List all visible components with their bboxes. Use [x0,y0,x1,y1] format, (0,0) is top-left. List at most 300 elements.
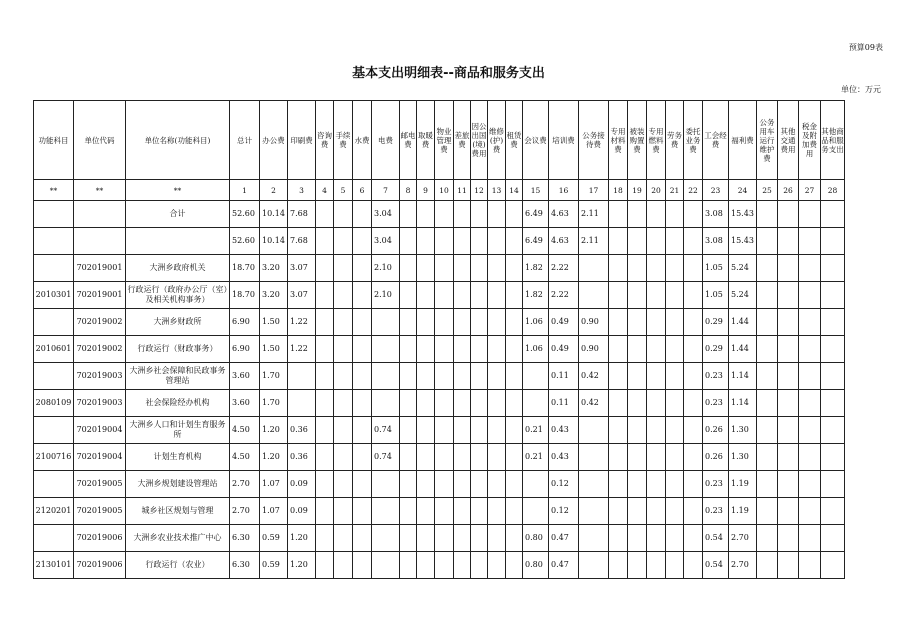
table-cell [778,471,799,498]
table-cell: 0.36 [288,417,316,444]
column-index: 4 [316,180,334,201]
table-cell [435,390,454,417]
column-header: 公务接待费 [579,101,609,180]
table-cell: 大洲乡人口和计划生育服务所 [126,417,230,444]
table-cell [684,390,703,417]
table-cell [417,390,435,417]
table-cell [684,336,703,363]
table-cell [353,444,372,471]
column-header: 手续费 [334,101,353,180]
table-cell [34,309,74,336]
table-cell [799,498,821,525]
table-cell: 大洲乡规划建设管理站 [126,471,230,498]
table-cell [316,363,334,390]
table-cell [417,417,435,444]
table-cell [372,309,400,336]
table-cell: 7.68 [288,228,316,255]
table-cell: 0.90 [579,336,609,363]
table-cell: 18.70 [230,255,260,282]
table-cell [372,525,400,552]
table-cell [647,525,666,552]
table-cell [647,228,666,255]
table-cell [757,336,778,363]
table-cell: 2120201 [34,498,74,525]
table-cell [400,309,417,336]
table-cell [400,282,417,309]
table-cell [821,525,845,552]
table-cell [435,525,454,552]
table-cell [821,552,845,579]
column-header: 税金及附加费用 [799,101,821,180]
table-cell [488,228,506,255]
table-cell [316,471,334,498]
table-cell [579,417,609,444]
table-cell [666,444,684,471]
table-cell [757,282,778,309]
table-cell: 4.63 [549,201,579,228]
column-header: 其他商品和服务支出 [821,101,845,180]
table-cell: 1.82 [523,255,549,282]
column-index: 2 [260,180,288,201]
table-cell [757,417,778,444]
column-header: 维修(护)费 [488,101,506,180]
column-index: 19 [628,180,647,201]
table-cell [353,552,372,579]
table-cell: 3.07 [288,282,316,309]
table-cell: 10.14 [260,201,288,228]
table-cell [523,498,549,525]
table-row [34,228,845,255]
table-cell: 1.20 [260,417,288,444]
table-cell: 3.04 [372,201,400,228]
table-cell [334,228,353,255]
column-index: 17 [579,180,609,201]
table-cell: 6.30 [230,552,260,579]
table-cell: 0.47 [549,552,579,579]
table-cell [684,282,703,309]
table-cell: 1.07 [260,471,288,498]
table-cell [288,363,316,390]
table-cell [454,390,471,417]
table-cell [400,552,417,579]
table-cell: 6.49 [523,228,549,255]
table-cell: 计划生育机构 [126,444,230,471]
table-cell [684,552,703,579]
table-cell [628,471,647,498]
table-cell: 1.22 [288,336,316,363]
table-cell [628,525,647,552]
table-cell [488,525,506,552]
table-cell [821,282,845,309]
table-cell [316,444,334,471]
table-row [34,201,845,228]
table-cell [334,282,353,309]
table-cell: 2130101 [34,552,74,579]
table-cell [666,525,684,552]
table-cell: 1.70 [260,363,288,390]
table-cell [288,390,316,417]
table-cell: 0.49 [549,336,579,363]
table-cell [435,201,454,228]
table-cell: 0.36 [288,444,316,471]
table-cell [353,336,372,363]
table-cell [417,282,435,309]
table-cell [506,363,523,390]
column-index: ** [126,180,230,201]
table-cell [435,282,454,309]
table-cell [400,228,417,255]
table-cell [666,282,684,309]
column-index: 26 [778,180,799,201]
table-cell [778,498,799,525]
table-cell: 1.82 [523,282,549,309]
table-cell: 2.70 [729,552,757,579]
column-index: 9 [417,180,435,201]
table-cell [353,309,372,336]
table-cell: 0.54 [703,525,729,552]
table-cell [666,471,684,498]
table-cell [799,336,821,363]
column-index: 23 [703,180,729,201]
table-cell: 702019001 [74,282,126,309]
column-header: 工会经费 [703,101,729,180]
table-row [34,525,845,552]
table-cell [579,552,609,579]
table-cell [506,336,523,363]
table-cell: 0.29 [703,309,729,336]
table-cell [647,201,666,228]
table-cell [334,552,353,579]
table-cell [34,363,74,390]
table-cell [471,390,488,417]
column-header: 因公出国(境)费用 [471,101,488,180]
column-header: 福利费 [729,101,757,180]
table-cell [372,363,400,390]
column-header: 公务用车运行维护费 [757,101,778,180]
table-cell [316,309,334,336]
table-cell [609,363,628,390]
table-cell [506,390,523,417]
table-cell: 4.63 [549,228,579,255]
table-cell: 10.14 [260,228,288,255]
column-header-row [34,101,845,180]
table-cell: 1.50 [260,336,288,363]
table-cell [471,336,488,363]
table-cell: 0.26 [703,417,729,444]
table-row [34,390,845,417]
table-cell [757,309,778,336]
table-cell: 大洲乡财政所 [126,309,230,336]
column-header: 专用燃料费 [647,101,666,180]
table-cell: 3.07 [288,255,316,282]
table-cell [34,417,74,444]
column-header: 培训费 [549,101,579,180]
table-cell [821,363,845,390]
table-cell: 社会保险经办机构 [126,390,230,417]
table-cell [684,444,703,471]
column-header: 专用材料费 [609,101,628,180]
table-cell [647,498,666,525]
table-cell: 52.60 [230,201,260,228]
table-cell: 702019002 [74,336,126,363]
table-cell: 1.50 [260,309,288,336]
column-header: 总计 [230,101,260,180]
table-cell [778,228,799,255]
table-cell [74,228,126,255]
column-index: ** [34,180,74,201]
table-cell [799,309,821,336]
table-cell [666,498,684,525]
table-cell [400,390,417,417]
table-cell [454,201,471,228]
table-cell [34,255,74,282]
table-cell [74,201,126,228]
table-cell [628,336,647,363]
table-cell: 3.20 [260,282,288,309]
table-cell [628,498,647,525]
table-cell: 1.30 [729,417,757,444]
table-cell [799,228,821,255]
table-cell: 0.90 [579,309,609,336]
table-cell [471,228,488,255]
table-cell [435,363,454,390]
table-cell: 2.22 [549,255,579,282]
table-cell: 0.12 [549,498,579,525]
table-cell [471,363,488,390]
table-cell [579,282,609,309]
table-cell: 0.09 [288,471,316,498]
column-header: 取暖费 [417,101,435,180]
table-cell [353,282,372,309]
column-index: 13 [488,180,506,201]
table-cell [454,525,471,552]
column-index: 5 [334,180,353,201]
table-cell [684,363,703,390]
column-index: 16 [549,180,579,201]
table-cell [647,309,666,336]
table-cell [316,525,334,552]
column-header: 委托业务费 [684,101,703,180]
table-cell: 0.09 [288,498,316,525]
table-cell [372,336,400,363]
table-cell: 0.80 [523,525,549,552]
table-row [34,417,845,444]
table-cell [316,255,334,282]
table-cell: 6.30 [230,525,260,552]
table-cell [778,255,799,282]
table-cell: 0.49 [549,309,579,336]
table-cell [628,309,647,336]
table-cell: 0.43 [549,444,579,471]
table-cell [454,336,471,363]
table-cell [353,363,372,390]
table-cell: 0.42 [579,390,609,417]
table-cell: 7.68 [288,201,316,228]
table-cell [417,309,435,336]
table-cell [778,552,799,579]
table-cell: 合计 [126,201,230,228]
table-cell: 1.07 [260,498,288,525]
table-cell [34,201,74,228]
table-cell [799,552,821,579]
table-row [34,498,845,525]
table-cell: 1.06 [523,309,549,336]
table-cell: 3.60 [230,390,260,417]
table-cell [334,525,353,552]
table-cell [435,552,454,579]
table-cell: 0.23 [703,390,729,417]
table-cell [628,363,647,390]
table-cell [316,417,334,444]
table-cell [684,471,703,498]
table-cell [316,228,334,255]
table-cell: 城乡社区规划与管理 [126,498,230,525]
column-index: 14 [506,180,523,201]
column-header: 其他交通费用 [778,101,799,180]
table-cell [435,444,454,471]
table-cell [334,417,353,444]
table-cell [435,255,454,282]
table-cell [334,471,353,498]
table-cell: 702019001 [74,255,126,282]
table-cell: 行政运行（政府办公厅（室）及相关机构事务） [126,282,230,309]
table-cell [353,201,372,228]
column-header: 被装购置费 [628,101,647,180]
table-cell [506,228,523,255]
table-cell: 3.60 [230,363,260,390]
table-cell [400,201,417,228]
table-cell: 0.21 [523,417,549,444]
table-cell [579,255,609,282]
table-cell: 702019005 [74,471,126,498]
table-cell [609,471,628,498]
column-index: 11 [454,180,471,201]
table-cell: 2.22 [549,282,579,309]
table-cell [821,444,845,471]
table-cell [579,444,609,471]
column-index: 12 [471,180,488,201]
table-cell: 0.23 [703,498,729,525]
table-cell: 3.08 [703,201,729,228]
table-cell: 3.08 [703,228,729,255]
column-index: 7 [372,180,400,201]
table-cell [353,255,372,282]
table-cell: 0.23 [703,471,729,498]
table-cell: 1.20 [288,525,316,552]
table-cell: 1.14 [729,390,757,417]
table-cell [757,363,778,390]
table-cell [647,336,666,363]
table-cell: 1.22 [288,309,316,336]
table-cell [799,282,821,309]
column-index: 27 [799,180,821,201]
table-cell [757,201,778,228]
column-header: 单位名称(功能科目) [126,101,230,180]
table-cell [821,417,845,444]
table-row [34,363,845,390]
table-cell [400,417,417,444]
table-cell [506,444,523,471]
table-cell [454,498,471,525]
table-cell [454,363,471,390]
table-cell: 0.42 [579,363,609,390]
table-row [34,444,845,471]
table-cell [126,228,230,255]
table-cell [471,444,488,471]
table-cell [757,228,778,255]
table-cell: 0.29 [703,336,729,363]
table-cell [400,471,417,498]
table-cell [316,552,334,579]
table-cell [778,417,799,444]
table-cell: 6.90 [230,336,260,363]
table-cell [628,444,647,471]
table-cell [799,471,821,498]
table-cell [400,498,417,525]
table-cell [647,363,666,390]
column-header: 租赁费 [506,101,523,180]
table-cell [417,363,435,390]
table-cell [471,255,488,282]
table-cell: 行政运行（财政事务） [126,336,230,363]
table-cell [647,390,666,417]
table-cell [316,336,334,363]
table-cell [400,255,417,282]
table-cell [506,309,523,336]
table-cell [778,363,799,390]
table-cell [757,390,778,417]
table-cell [666,390,684,417]
column-header: 水费 [353,101,372,180]
table-cell [778,336,799,363]
table-cell [488,363,506,390]
table-cell [684,417,703,444]
table-cell [372,498,400,525]
table-cell: 1.19 [729,498,757,525]
table-cell [471,552,488,579]
table-cell [821,498,845,525]
table-cell [799,444,821,471]
table-cell [647,282,666,309]
table-cell [471,417,488,444]
table-cell [609,228,628,255]
table-cell: 2.11 [579,201,609,228]
table-cell [488,552,506,579]
table-cell [609,552,628,579]
table-cell: 702019004 [74,444,126,471]
column-header: 会议费 [523,101,549,180]
table-cell [454,282,471,309]
table-cell [417,228,435,255]
table-row [34,309,845,336]
table-cell: 1.30 [729,444,757,471]
table-cell [334,444,353,471]
table-cell [435,336,454,363]
column-index: 21 [666,180,684,201]
table-cell: 0.12 [549,471,579,498]
table-cell [609,390,628,417]
table-cell [488,282,506,309]
table-cell [334,363,353,390]
table-cell [757,525,778,552]
column-header: 差旅费 [454,101,471,180]
table-cell [435,417,454,444]
table-cell: 0.54 [703,552,729,579]
table-cell [523,363,549,390]
table-cell [400,525,417,552]
table-cell: 1.20 [288,552,316,579]
column-header: 单位代码 [74,101,126,180]
